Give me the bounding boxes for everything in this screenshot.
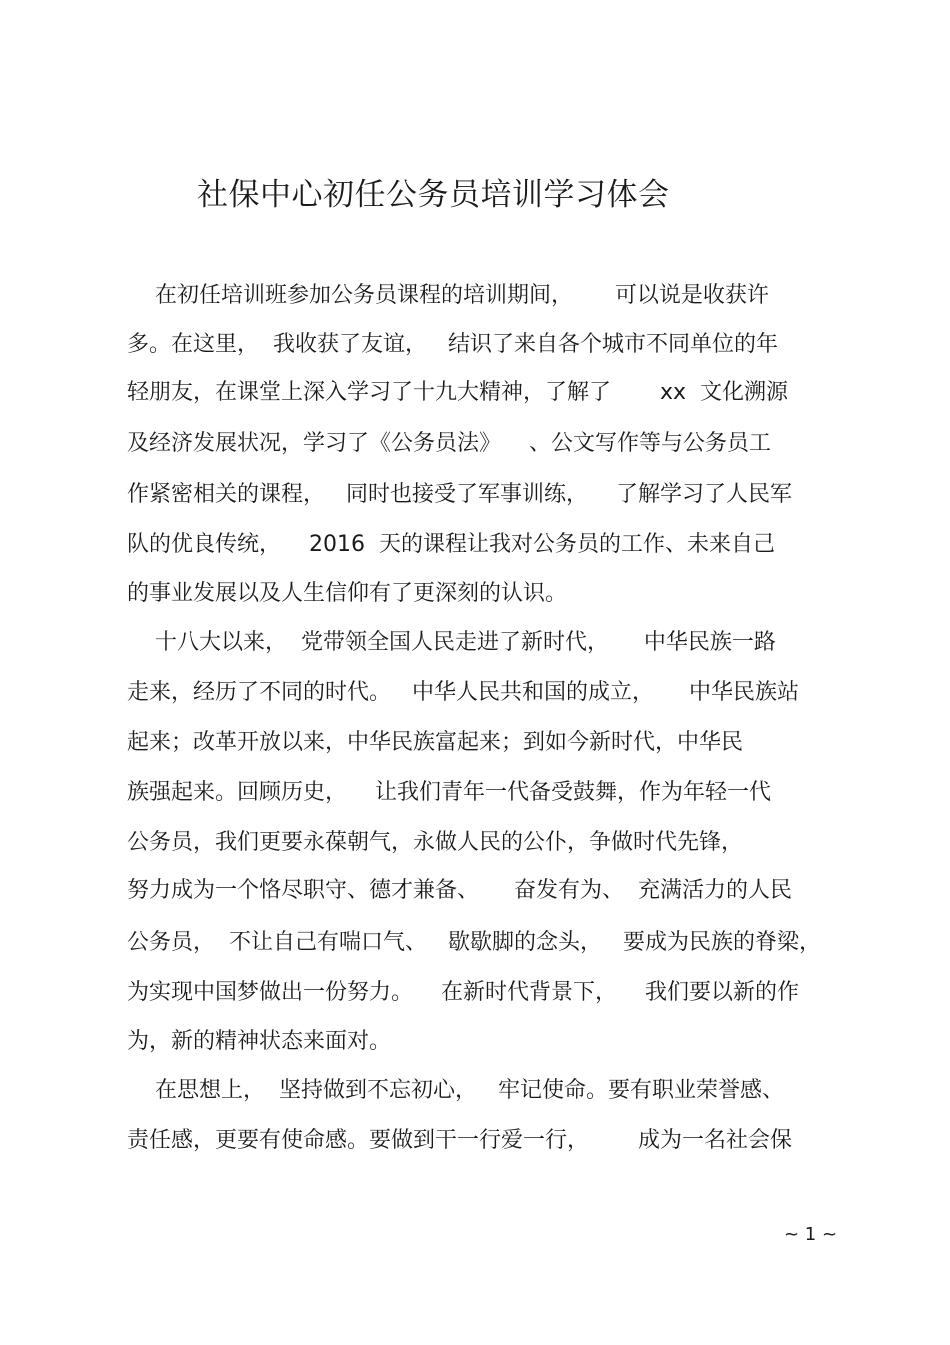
body-line: 在思想上， 坚持做到不忘初心， 牢记使命。要有职业荣誉感、 xyxy=(127,1078,784,1103)
body-line: 走来，经历了不同的时代。 中华人民共和国的成立， 中华民族站 xyxy=(127,680,799,705)
body-line: 公务员，我们更要永葆朝气，永做人民的公仆，争做时代先锋， xyxy=(127,830,744,855)
document-title: 社保中心初任公务员培训学习体会 xyxy=(197,177,670,213)
body-line: 的事业发展以及人生信仰有了更深刻的认识。 xyxy=(127,581,568,606)
body-line: 及经济发展状况，学习了《公务员法》 、公文写作等与公务员工 xyxy=(127,431,771,456)
body-line: 起来；改革开放以来，中华民族富起来；到如今新时代，中华民 xyxy=(127,730,744,755)
body-line: 多。在这里， 我收获了友谊， 结识了来自各个城市不同单位的年 xyxy=(127,332,778,357)
page-number: ~ 1 ~ xyxy=(784,1224,838,1245)
body-line: 族强起来。回顾历史， 让我们青年一代备受鼓舞，作为年轻一代 xyxy=(127,780,771,805)
body-line: 轻朋友，在课堂上深入学习了十九大精神，了解了 xx 文化溯源 xyxy=(127,380,788,405)
body-line: 为实现中国梦做出一份努力。 在新时代背景下， 我们要以新的作 xyxy=(127,980,799,1005)
body-line: 责任感，更要有使命感。要做到干一行爱一行， 成为一名社会保 xyxy=(127,1128,792,1153)
body-line: 队的优良传统， 2016 天的课程让我对公务员的工作、未来自己 xyxy=(127,532,775,557)
body-line: 作紧密相关的课程， 同时也接受了军事训练， 了解学习了人民军 xyxy=(127,482,792,507)
body-line: 努力成为一个恪尽职守、德才兼备、 奋发有为、 充满活力的人民 xyxy=(127,878,792,903)
body-line: 为，新的精神状态来面对。 xyxy=(127,1029,392,1054)
body-line: 公务员， 不让自己有喘口气、 歇歇脚的念头， 要成为民族的脊梁， xyxy=(127,930,821,955)
body-line: 在初任培训班参加公务员课程的培训期间， 可以说是收获许 xyxy=(127,283,769,308)
body-line: 十八大以来， 党带领全国人民走进了新时代， 中华民族一路 xyxy=(127,630,776,655)
